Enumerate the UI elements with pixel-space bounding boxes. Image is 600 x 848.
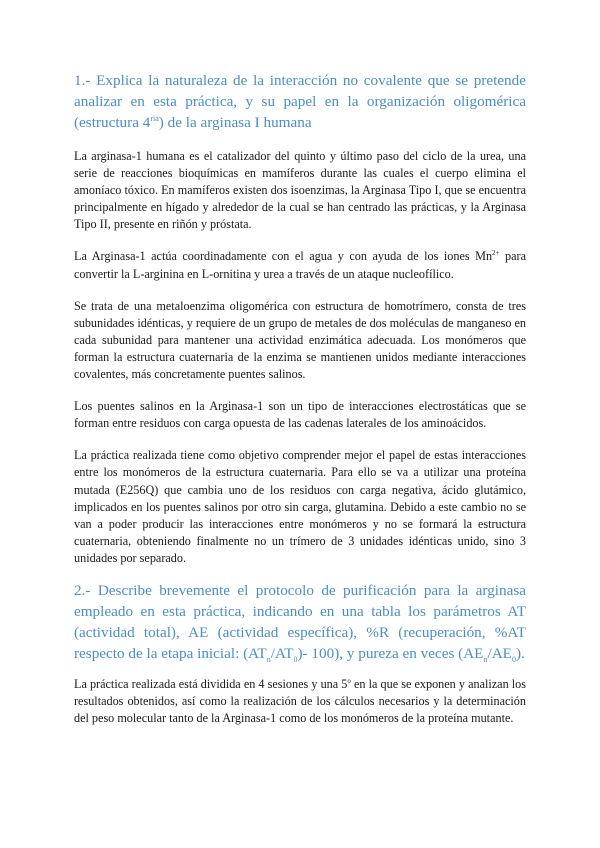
question-2-heading-text-3: )- 100), y pureza en veces (AE	[297, 644, 484, 662]
paragraph-manganese-ions	[74, 248, 526, 282]
paragraph-salt-bridges: Los puentes salinos en la Arginasa-1 son un tipo de interacciones electrostáticas que se forman entre residuos con carga opuesta de las cadenas laterales de los aminoácidos.	[74, 399, 526, 431]
question-2-heading-text: 2.- Describe brevemente el protocolo de purificación para la arginasa empleado en esta práctica, indicando en una tabla los parámetros AT (actividad total), AE (actividad específica), %R (recuperación, %AT respecto de la etapa inicial: (AT	[74, 581, 526, 662]
question-1-heading-text: 1.- Explica la naturaleza de la interacción no covalente que se pretende analizar en esta práctica, y su papel en la organización oligomérica (estructura 4	[74, 72, 526, 131]
question-2-heading-text-4: /AE	[487, 644, 512, 662]
paragraph-arginasa-intro: La arginasa-1 humana es el catalizador del quinto y último paso del ciclo de la urea, una serie de reacciones bioquímicas en mamíferos durante las cuales el cuerpo elimina el amoníaco tóxico. En mamíferos existen dos isoenzimas, la Arginasa Tipo I, que se encuentra principalmente en hígado y alrededor de la cual se han centrado las prácticas, y la Arginasa Tipo II, presente en riñón y próstata.	[74, 149, 526, 232]
paragraph-sessions-tail: en la que se exponen y analizan los resultados obtenidos, así como la realización de los cálculos necesarios y la determinación del peso molecular tanto de la Arginasa-1 como de los monómeros de la proteína mutante.	[74, 676, 526, 726]
question-1-heading-superscript: ria	[150, 113, 159, 123]
document-content	[74, 70, 526, 727]
paragraph-manganese-text: La Arginasa-1 actúa coordinadamente con el agua y con ayuda de los iones Mn	[74, 249, 493, 264]
paragraph-manganese-tail: para convertir la L-arginina en L-ornitina y urea a través de un ataque nucleofílico.	[74, 249, 526, 281]
paragraph-metaloenzyme: Se trata de una metaloenzima oligomérica con estructura de homotrímero, consta de tres subunidades idénticas, y requiere de un grupo de metales de dos moléculas de manganeso en cada subunidad para mantener una actividad enzimática adecuada. Los monómeros que forman la estructura cuaternaria de la enzima se mantienen unidos mediante interacciones covalentes, más concretamente puentes salinos.	[74, 298, 526, 382]
paragraph-practice-objective: La práctica realizada tiene como objetivo comprender mejor el papel de estas interacciones entre los monómeros de la estructura cuaternaria. Para ello se va a utilizar una proteína mutada (E256Q) que cambia uno de los residuos con carga negativa, ácido glutámico, implicados en los puentes salinos por otro sin carga, glutamina. Debido a este cambio no se van a poder producir las interacciones entre monómeros y no se formará la estructura cuaternaria, obteniendo finalmente no un trímero de 3 unidades idénticas unido, sino 3 unidades por separado.	[74, 448, 526, 565]
question-2-sub-1: n	[266, 655, 271, 664]
question-2-sub-3: n	[483, 655, 488, 664]
question-2-heading-text-5: ).	[515, 644, 525, 662]
question-2-heading-text-2: /AT	[270, 644, 294, 662]
question-2-heading	[74, 580, 526, 664]
question-2-sub-4: 0	[511, 655, 516, 664]
ordinal-superscript: o	[347, 676, 351, 685]
question-1-heading	[74, 70, 526, 133]
paragraph-sessions-text: La práctica realizada está dividida en 4 sesiones y una 5	[74, 676, 348, 691]
question-2-sub-2: 0	[293, 655, 298, 664]
manganese-charge-superscript: 2+	[492, 249, 500, 258]
question-1-heading-tail: ) de la arginasa I humana	[158, 114, 312, 131]
paragraph-sessions	[74, 676, 526, 727]
